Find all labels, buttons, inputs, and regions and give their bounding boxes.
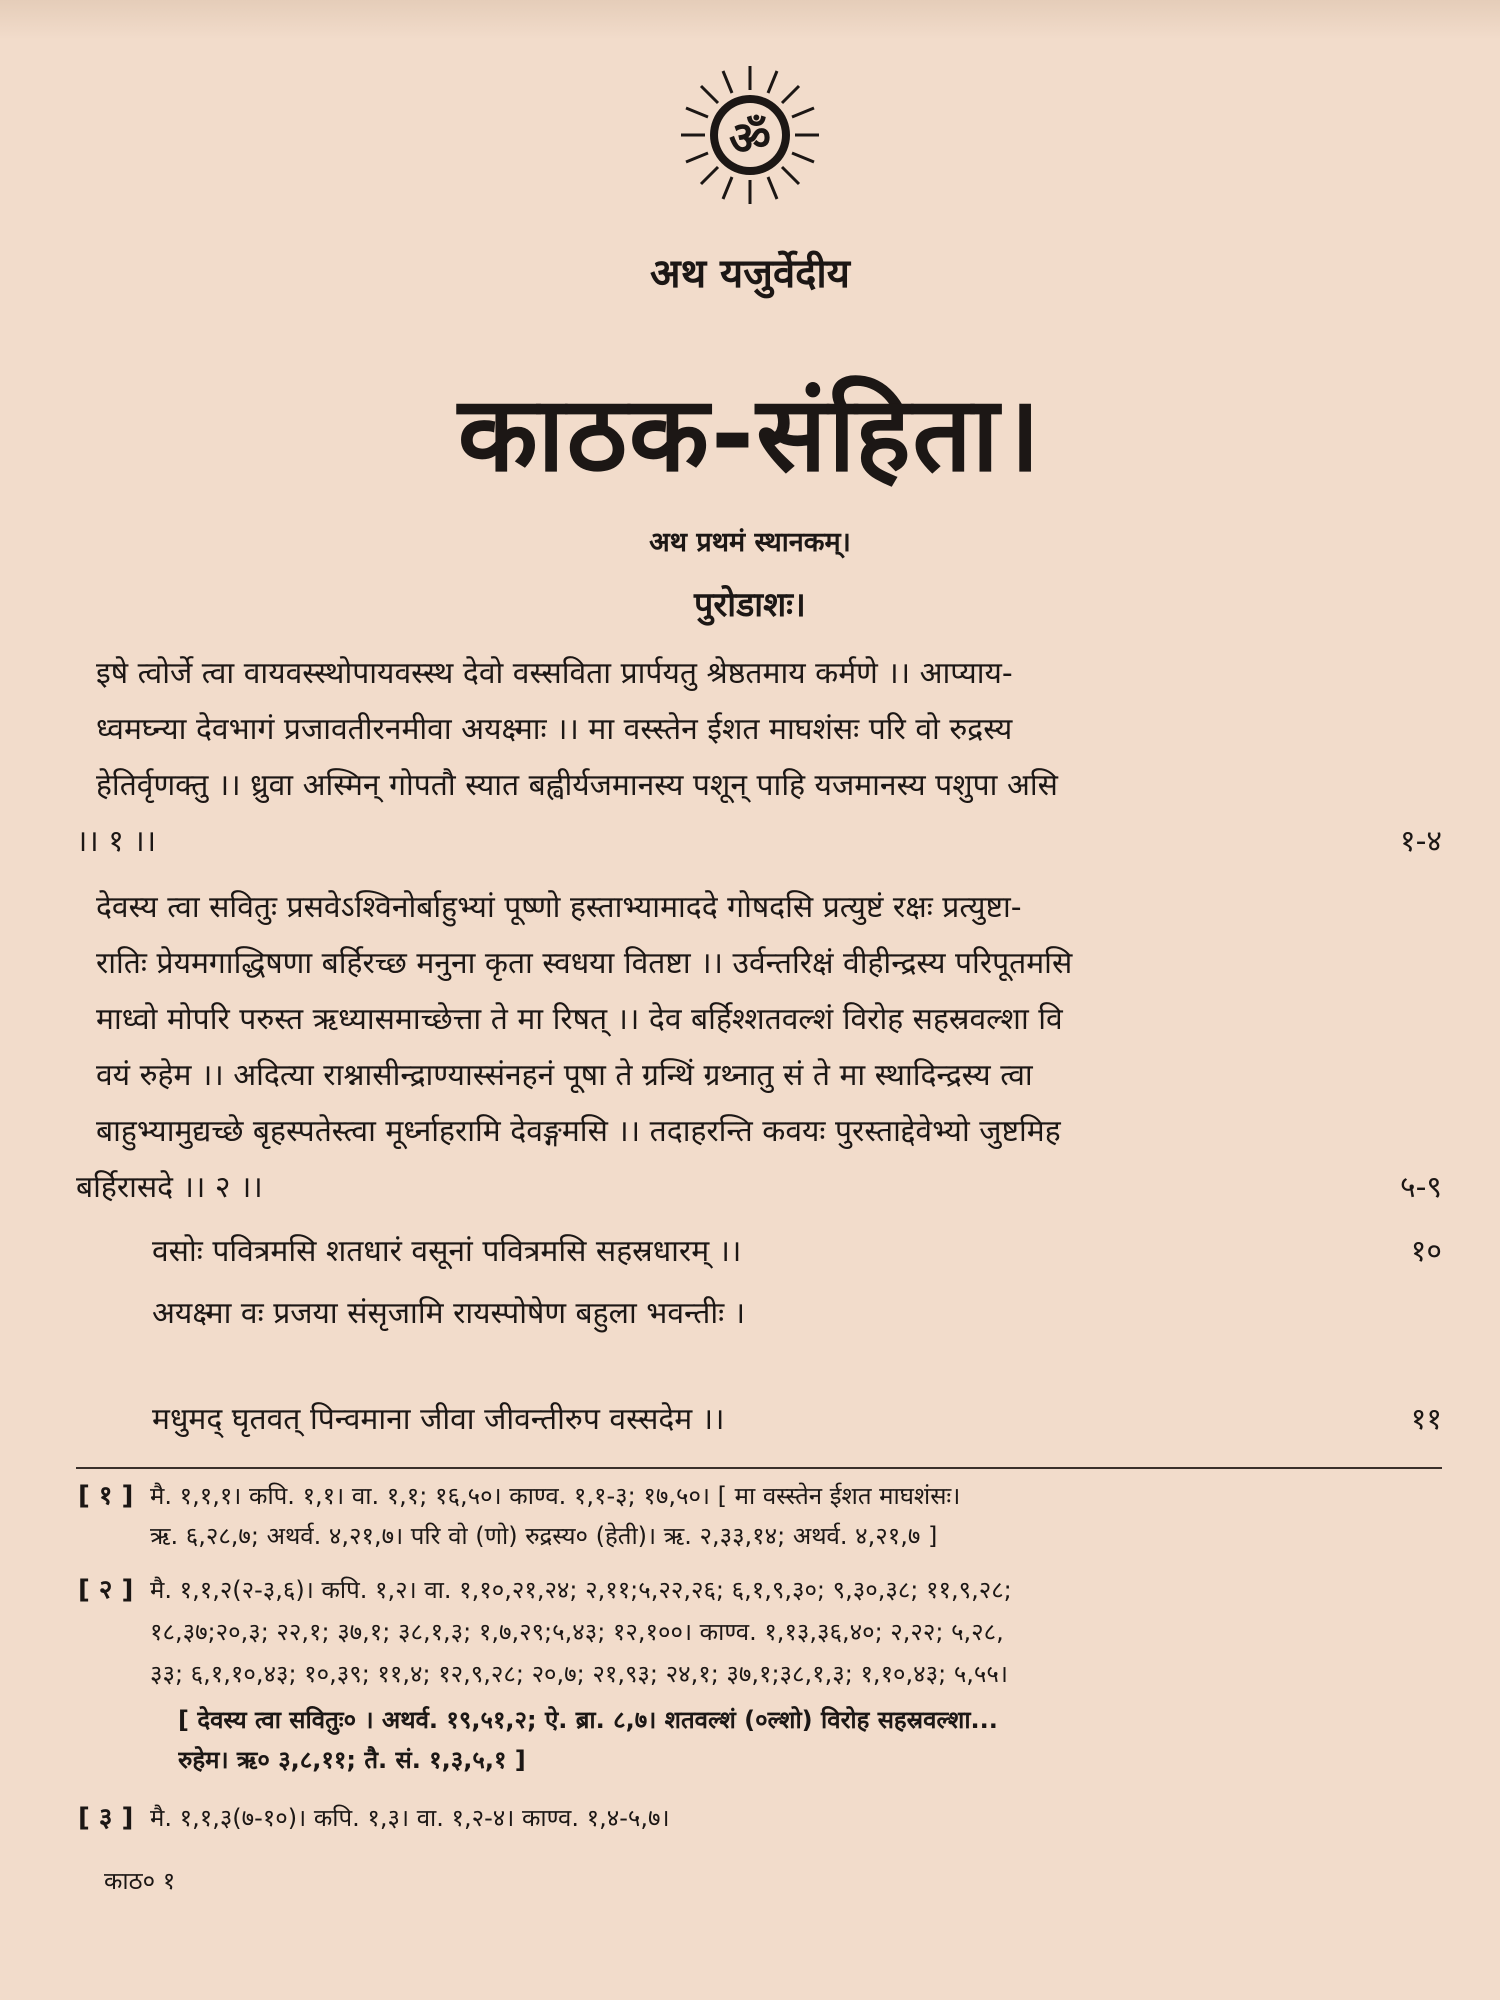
footnote-divider bbox=[76, 1467, 1442, 1469]
verse-line: रातिः प्रेयमगाद्धिषणा बर्हिरच्छ मनुना कृता स्वधया वितष्टा ।। उर्वन्तरिक्षं वीहीन्द्रस्य परिपूतमसि bbox=[96, 946, 1073, 981]
verse-line: ध्वमघ्न्या देवभागं प्रजावतीरनमीवा अयक्ष्माः ।। मा वस्स्तेन ईशत माघशंसः परि वो रुद्रस्य bbox=[96, 712, 1013, 747]
verse-line: इषे त्वोर्जे त्वा वायवस्स्थोपायवस्स्थ देवो वस्सविता प्रार्पयतु श्रेष्ठतमाय कर्मणे ।। आप्याय- bbox=[96, 656, 1013, 691]
footnote-line: रुहेम। ऋ० ३,८,११; तै. सं. १,३,५,१ ] bbox=[178, 1746, 526, 1774]
page-title: काठक-संहिता। bbox=[457, 373, 1043, 495]
svg-text:ॐ: ॐ bbox=[729, 111, 771, 165]
verse-ref: १० bbox=[1410, 1234, 1442, 1269]
footnote-marker: [ २ ] bbox=[78, 1575, 134, 1605]
footnote-line: ३३; ६,१,१०,४३; १०,३९; ११,४; १२,९,२८; २०,७; २१,९३; २४,१; ३७,१;३८,१,३; १,१०,४३; ५,५५। bbox=[150, 1660, 1008, 1688]
verse-line: वयं रुहेम ।। अदित्या राश्नासीन्द्राण्यास्संनहनं पूषा ते ग्रन्थिं ग्रथ्नातु सं ते मा स्थादिन्द्रस्य त्वा bbox=[96, 1058, 1033, 1093]
verse-line: अयक्ष्मा वः प्रजया संसृजामि रायस्पोषेण बहुला भवन्तीः । bbox=[152, 1296, 746, 1331]
verse-line: मधुमद् घृतवत् पिन्वमाना जीवा जीवन्तीरुप वस्सदेम ।। bbox=[152, 1402, 725, 1437]
footnote-line: मै. १,१,१। कपि. १,१। वा. १,१; १६,५०। काण्व. १,१-३; १७,५०। [ मा वस्स्तेन ईशत माघशंसः। bbox=[150, 1482, 961, 1510]
section-title: पुरोडाशः। bbox=[694, 585, 806, 625]
verse-line: हेतिर्वृणक्तु ।। ध्रुवा अस्मिन् गोपतौ स्यात बह्वीर्यजमानस्य पशून् पाहि यजमानस्य पशुपा असि bbox=[96, 768, 1058, 803]
verse-line: बर्हिरासदे ।। २ ।। bbox=[76, 1170, 263, 1205]
page-footer: काठ० १ bbox=[104, 1867, 176, 1895]
footnote-marker: [ ३ ] bbox=[78, 1803, 134, 1833]
footnote-line: [ देवस्य त्वा सवितुः० । अथर्व. १९,५१,२; ऐ. ब्रा. ८,७। शतवल्शं (०ल्शो) विरोह सहस्रवल्शा... bbox=[178, 1706, 998, 1734]
verse-line: माध्वो मोपरि परुस्त ऋध्यासमाच्छेत्ता ते मा रिषत् ।। देव बर्हिश्शतवल्शं विरोह सहस्रवल्शा वि bbox=[96, 1002, 1063, 1037]
footnote-line: मै. १,१,२(२-३,६)। कपि. १,२। वा. १,१०,२१,२४; २,११;५,२२,२६; ६,१,९,३०; ९,३०,३८; ११,९,२८; bbox=[150, 1576, 1012, 1604]
om-emblem-icon bbox=[677, 62, 823, 208]
verse-number: ।। १ ।। bbox=[76, 824, 157, 859]
footnote-marker: [ १ ] bbox=[78, 1481, 134, 1511]
subheading: अथ प्रथमं स्थानकम्। bbox=[649, 527, 851, 558]
footnote-line: मै. १,१,३(७-१०)। कपि. १,३। वा. १,२-४। काण्व. १,४-५,७। bbox=[150, 1804, 670, 1832]
verse-line: बाहुभ्यामुद्यच्छे बृहस्पतेस्त्वा मूर्ध्नाहरामि देवङ्गमसि ।। तदाहरन्ति कवयः पुरस्ताद्देवेभ्यो जुष्टमिह bbox=[96, 1114, 1061, 1149]
pre-title: अथ यजुर्वेदीय bbox=[650, 251, 850, 297]
bleed-through-strip bbox=[0, 0, 1500, 40]
verse-ref: ५-९ bbox=[1399, 1170, 1442, 1205]
verse-ref: १-४ bbox=[1399, 824, 1442, 859]
footnote-line: १८,३७;२०,३; २२,१; ३७,१; ३८,१,३; १,७,२९;५,४३; १२,१००। काण्व. १,१३,३६,४०; २,२२; ५,२८, bbox=[150, 1618, 1004, 1646]
verse-line: वसोः पवित्रमसि शतधारं वसूनां पवित्रमसि सहस्रधारम् ।। bbox=[152, 1234, 742, 1269]
verse-ref: ११ bbox=[1410, 1402, 1442, 1437]
footnote-line: ऋ. ६,२८,७; अथर्व. ४,२१,७। परि वो (णो) रुद्रस्य० (हेती)। ऋ. २,३३,१४; अथर्व. ४,२१,७ ] bbox=[150, 1522, 938, 1550]
verse-line: देवस्य त्वा सवितुः प्रसवेऽश्विनोर्बाहुभ्यां पूष्णो हस्ताभ्यामाददे गोषदसि प्रत्युष्टं रक्षः प्रत्युष्टा- bbox=[96, 890, 1022, 925]
